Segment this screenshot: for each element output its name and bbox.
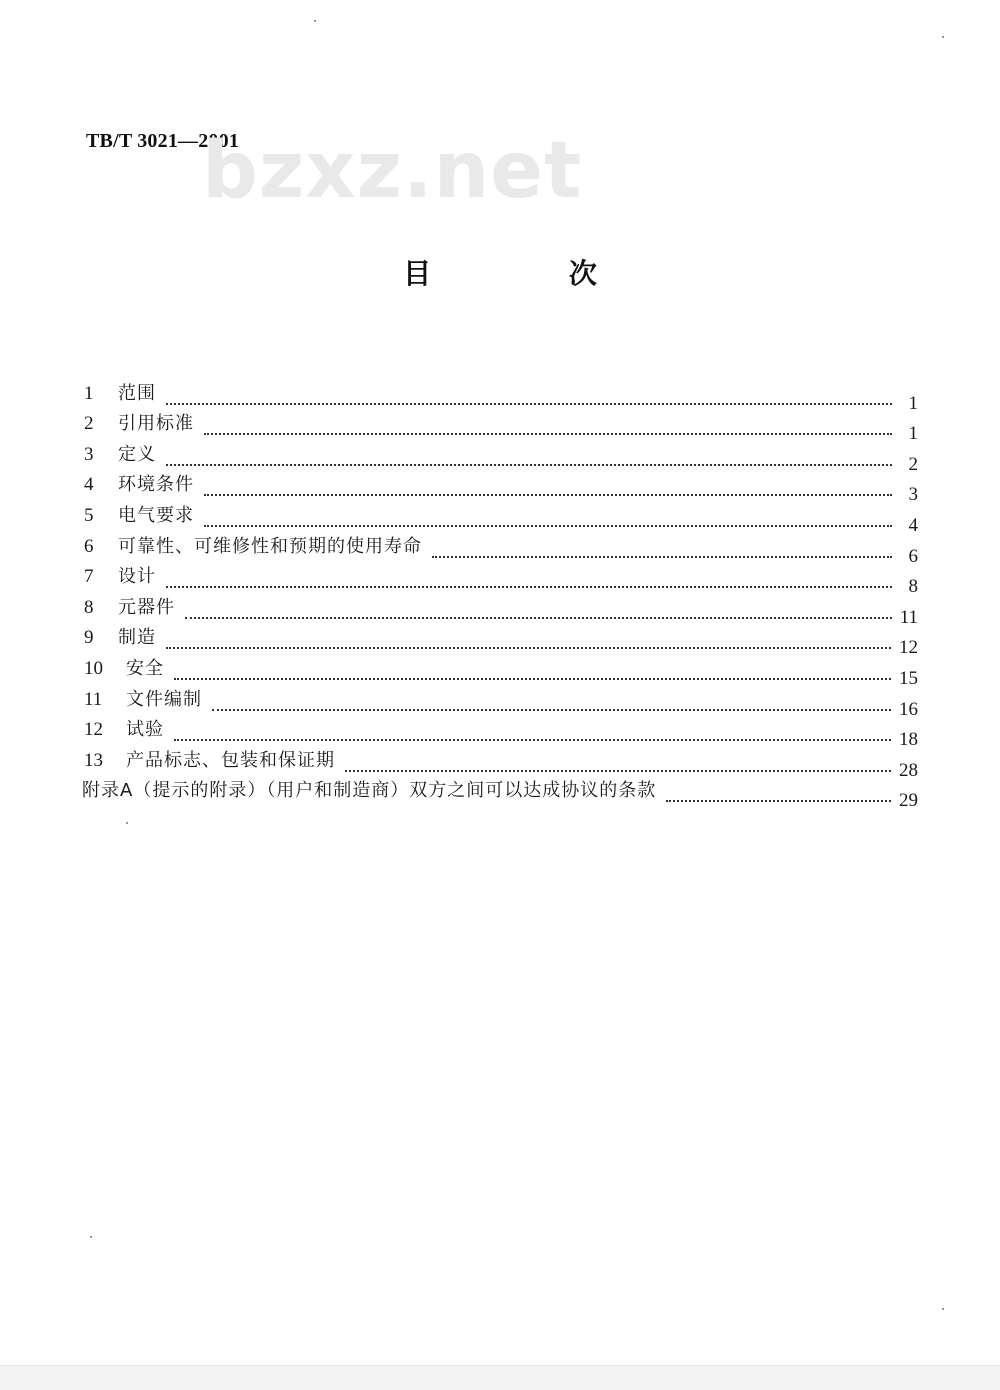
scan-speck	[126, 822, 128, 824]
toc-entry-page: 2	[908, 453, 918, 475]
toc-entry[interactable]	[82, 588, 918, 628]
toc-entry-page: 1	[908, 423, 918, 445]
toc-entry-number: 1	[84, 382, 94, 404]
toc-entry-title: 可靠性、可维修性和预期的使用寿命	[118, 535, 422, 557]
dot-leader	[345, 770, 891, 772]
toc-entry-number: 5	[84, 504, 94, 526]
toc-entry[interactable]	[82, 649, 918, 689]
scan-speck	[90, 1236, 92, 1238]
toc-entry-number: 10	[84, 657, 103, 679]
toc-entry-title: 产品标志、包装和保证期	[126, 749, 335, 771]
toc-entry-page: 15	[899, 667, 918, 689]
toc-entry[interactable]	[82, 374, 918, 414]
toc-entry[interactable]	[82, 711, 918, 751]
toc-entry-number: 6	[84, 535, 94, 557]
toc-entry-page: 12	[899, 637, 918, 659]
toc-entry-page: 3	[908, 484, 918, 506]
toc-entry-page: 1	[908, 392, 918, 414]
watermark: bzxz.net	[202, 126, 583, 216]
dot-leader	[185, 617, 892, 619]
toc-entry[interactable]	[82, 466, 918, 506]
toc-title: 目 次	[403, 257, 661, 290]
toc-entry-title: 范围	[118, 382, 156, 404]
toc-entry-title: 设计	[118, 566, 156, 588]
toc-entry[interactable]	[82, 405, 918, 445]
toc-entry-number: 7	[84, 566, 94, 588]
dot-leader	[174, 739, 891, 741]
toc-entry-title: 安全	[126, 657, 164, 679]
toc-entry[interactable]	[82, 619, 918, 659]
toc-entry-page: 29	[899, 790, 918, 812]
scan-speck	[942, 36, 944, 38]
toc-entry-title: 引用标准	[118, 413, 194, 435]
standard-code: TB/T 3021—2001	[86, 130, 240, 152]
toc-entry-number: 3	[84, 443, 94, 465]
dot-leader	[212, 709, 891, 711]
toc-entry-title: 试验	[126, 719, 164, 741]
page-bottom-edge	[0, 1365, 1000, 1390]
scan-speck	[942, 1308, 944, 1310]
dot-leader	[166, 647, 891, 649]
toc-entry-title: 制造	[118, 627, 156, 649]
toc-entry-number: 8	[84, 596, 94, 618]
toc-entry-page: 28	[899, 759, 918, 781]
scan-speck	[314, 20, 316, 22]
dot-leader	[166, 464, 892, 466]
table-of-contents	[82, 374, 918, 812]
dot-leader	[204, 494, 892, 496]
dot-leader	[204, 433, 892, 435]
toc-entry-page: 11	[899, 606, 918, 628]
toc-entry[interactable]	[82, 680, 918, 720]
toc-entry-number: 13	[84, 749, 103, 771]
toc-entry-title: 定义	[118, 443, 156, 465]
toc-entry[interactable]	[82, 435, 918, 475]
toc-entry-number: 2	[84, 413, 94, 435]
toc-entry-appendix[interactable]	[82, 772, 918, 812]
toc-entry-number: 12	[84, 719, 103, 741]
dot-leader	[166, 403, 892, 405]
toc-entry-number: 11	[84, 688, 103, 710]
dot-leader	[174, 678, 891, 680]
toc-entry-title: 环境条件	[118, 474, 194, 496]
toc-entry-page: 6	[908, 545, 918, 567]
toc-entry-title: 文件编制	[126, 688, 202, 710]
toc-entry-title: 附录A（提示的附录）（用户和制造商）双方之间可以达成协议的条款	[82, 780, 657, 802]
toc-entry[interactable]	[82, 496, 918, 536]
toc-entry-page: 4	[908, 514, 918, 536]
toc-entry[interactable]	[82, 527, 918, 567]
toc-entry-title: 电气要求	[118, 504, 194, 526]
toc-entry-page: 18	[899, 729, 918, 751]
dot-leader	[666, 800, 891, 802]
toc-entry[interactable]	[82, 558, 918, 598]
toc-entry-page: 16	[899, 698, 918, 720]
dot-leader	[166, 586, 892, 588]
toc-entry-number: 4	[84, 474, 94, 496]
dot-leader	[432, 556, 892, 558]
toc-entry-number: 9	[84, 627, 94, 649]
dot-leader	[204, 525, 892, 527]
toc-entry-page: 8	[908, 576, 918, 598]
toc-entry-title: 元器件	[118, 596, 175, 618]
toc-entry[interactable]	[82, 741, 918, 781]
